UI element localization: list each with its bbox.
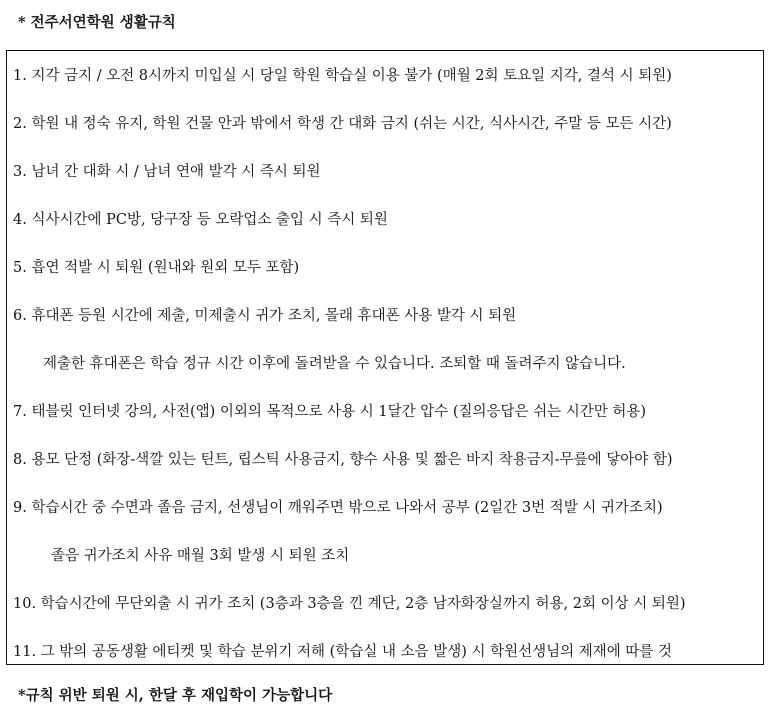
rule-4: 4. 식사시간에 PC방, 당구장 등 오락업소 출입 시 즉시 퇴원 [13, 212, 388, 228]
document-title: * 전주서연학원 생활규칙 [18, 14, 176, 31]
rule-6: 6. 휴대폰 등원 시간에 제출, 미제출시 귀가 조치, 몰래 휴대폰 사용 발각 시 퇴원 [13, 308, 517, 324]
rules-box [6, 50, 764, 665]
rule-1: 1. 지각 금지 / 오전 8시까지 미입실 시 당일 학원 학습실 이용 불가 (매월 2회 토요일 지각, 결석 시 퇴원) [13, 68, 672, 84]
rule-5: 5. 흡연 적발 시 퇴원 (원내와 원외 모두 포함) [13, 260, 300, 276]
rule-2: 2. 학원 내 정숙 유지, 학원 건물 안과 밖에서 학생 간 대화 금지 (쉬는 시간, 식사시간, 주말 등 모든 시간) [13, 116, 672, 132]
rule-8: 8. 용모 단정 (화장-색깔 있는 틴트, 립스틱 사용금지, 향수 사용 및 짧은 바지 착용금지-무릎에 닿아야 함) [13, 452, 673, 468]
rule-7: 7. 태블릿 인터넷 강의, 사전(앱) 이외의 목적으로 사용 시 1달간 압수 (질의응답은 쉬는 시간만 허용) [13, 404, 647, 420]
rule-9: 9. 학습시간 중 수면과 졸음 금지, 선생님이 깨워주면 밖으로 나와서 공부 (2일간 3번 적발 시 귀가조치) [13, 500, 663, 516]
rule-6-note: 제출한 휴대폰은 학습 정규 시간 이후에 돌려받을 수 있습니다. 조퇴할 때 돌려주지 않습니다. [43, 356, 626, 372]
document-footer-note: *규칙 위반 퇴원 시, 한달 후 재입학이 가능합니다 [18, 687, 333, 704]
rule-9-note: 졸음 귀가조치 사유 매월 3회 발생 시 퇴원 조치 [51, 548, 350, 564]
rule-11: 11. 그 밖의 공동생활 에티켓 및 학습 분위기 저해 (학습실 내 소음 발생) 시 학원선생님의 제재에 따를 것 [13, 644, 672, 660]
rule-10: 10. 학습시간에 무단외출 시 귀가 조치 (3층과 3층을 낀 계단, 2층 남자화장실까지 허용, 2회 이상 시 퇴원) [13, 596, 686, 612]
rule-3: 3. 남녀 간 대화 시 / 남녀 연애 발각 시 즉시 퇴원 [13, 164, 321, 180]
